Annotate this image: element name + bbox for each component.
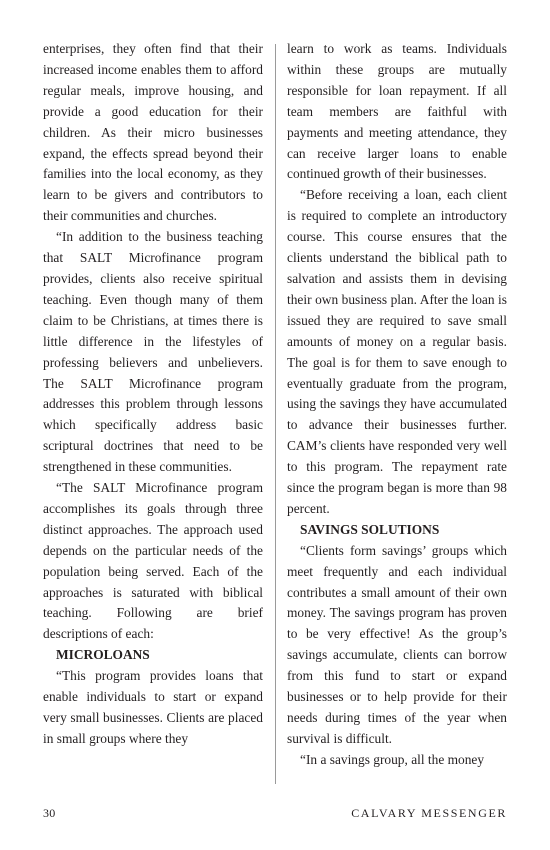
paragraph: learn to work as teams. Individuals within these groups are mutually responsible for loan repayment. If all team members are faithful with payments and meeting attendance, they can receive larger loans to enable continued growth of their businesses. — [287, 41, 507, 182]
section-heading-savings-solutions: SAVINGS SOLUTIONS — [300, 521, 440, 537]
paragraph: enterprises, they often find that their increased income enables them to afford regular meals, improve housing, and provide a good education for their children. As their micro businesses expand, the effects spread beyond their families into the local economy, as they learn to be givers and contributors to their communities and churches. — [43, 41, 263, 224]
running-head: CALVARY MESSENGER — [351, 806, 507, 820]
page-number: 30 — [43, 806, 56, 820]
paragraph: “In addition to the business teaching that SALT Microfinance program provides, clients also receive spiritual teaching. Even though many of them claim to be Christians, at times there is little difference in the lifestyles of professing believers and unbelievers. The SALT Microfinance program addresses this problem through lessons which specifically address basic scriptural doctrines that need to be strengthened in these communities. — [43, 229, 263, 475]
paragraph: “This program provides loans that enable individuals to start or expand very small businesses. Clients are placed in small groups where they — [43, 668, 263, 746]
paragraph: “The SALT Microfinance program accomplishes its goals through three distinct approaches. The approach used depends on the particular needs of the population being served. Each of the approaches is saturated with biblical teaching. Following are brief descriptions of each: — [43, 480, 263, 642]
left-column — [43, 39, 263, 750]
paragraph: “In a savings group, all the money — [300, 751, 485, 767]
section-heading-microloans: MICROLOANS — [56, 647, 150, 663]
paragraph: “Before receiving a loan, each client is required to complete an introductory course. This course ensures that the clients understand the biblical path to salvation and assists them in devising their own business plan. After the loan is issued they are required to save small amounts of money on a regular basis. The goal is for them to save enough to eventually graduate from the program, using the savings they have accumulated to advance their businesses further. CAM’s clients have responded very well to this program. The repayment rate since the program began is more than 98 percent. — [287, 187, 507, 516]
paragraph: “Clients form savings’ groups which meet frequently and each individual contributes a small amount of their own money. The savings program has proven to be very effective! As the group’s savings accumulate, clients can borrow from this fund to start or expand businesses or to help provide for their needs during times of the year when survival is difficult. — [287, 542, 507, 746]
column-divider — [275, 44, 276, 784]
right-column — [287, 39, 507, 771]
